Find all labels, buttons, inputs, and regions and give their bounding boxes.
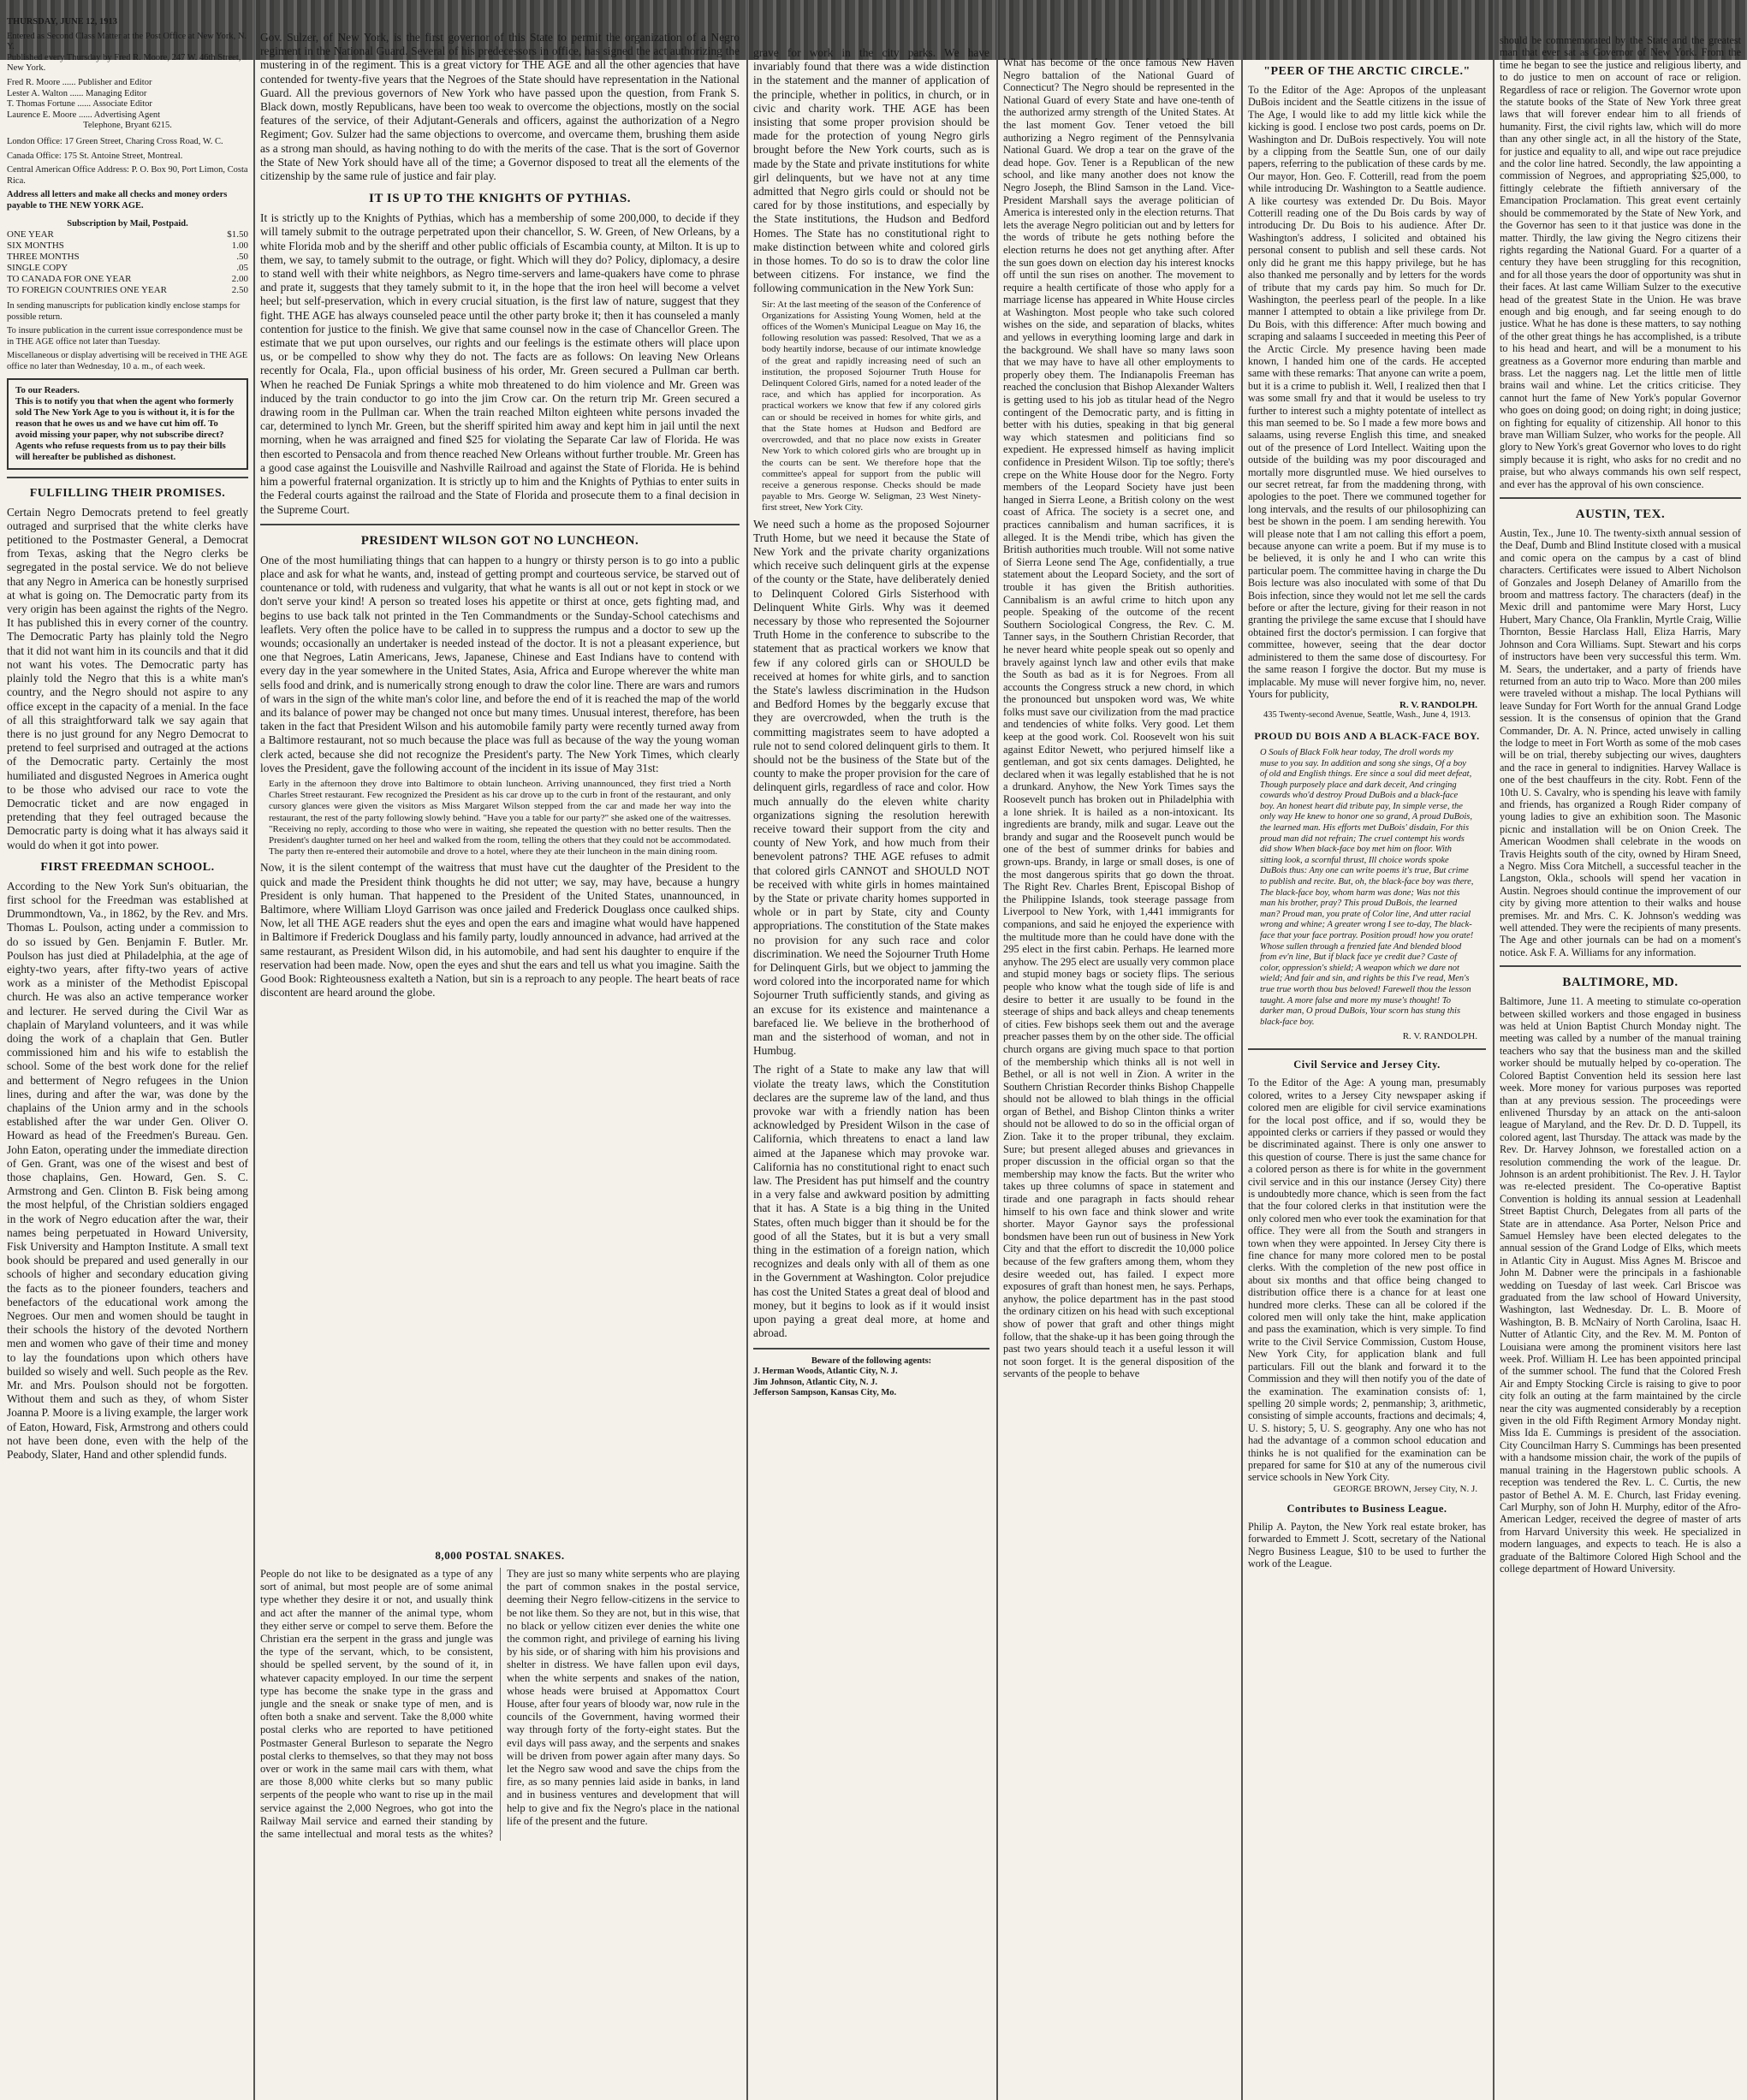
divider bbox=[1500, 497, 1741, 499]
freedman-headline: FIRST FREEDMAN SCHOOL. bbox=[40, 860, 215, 874]
civil-body: To the Editor of the Age: A young man, presumably colored, writes to a Jersey City newspaper asking if colored men are eligible for civil service examinations for the local post office, and if so, would they be appointed clerks or carriers if they passed or would they be discriminated against. There is only one answer to this question of course. There is just the same chance for a colored person as there is for white in the government civil service and in this our instance (Jersey City) there is undoubtedly more chance, which is seen from the fact that the four colored clerks in that institution were the only colored men who ever took the examination for that office. They were all from the South and strangers in town when they were appointed. In Jersey City there is fine chance for many more colored men to be postal clerks. With the completion of the new post office in about six months and that office being changed to distribution office there is a chance for at least one hundred more clerks. These can all be colored if the colored men will only take the hint, make application and pass the examination, which is very simple. To find write to the Civil Service Commission, Custom House, New York City, for application blank and full particulars. Fill out the blank and forward it to the Commission and they will then notify you of the date of the examination. The examination consists of: 1, spelling 20 simple words; 2, penmanship; 3, arithmetic, consisting of simple accounts, fractions and decimals; 4, U. S. history; 5, U. S. geography. Any one who has not had the advantage of a common school education and thinks he is not qualified for the examination can be prepared for same for $10 at any of the numerous civil service schools in New York City. bbox=[1248, 1077, 1486, 1484]
treaty-body: The right of a State to make any law that will violate the treaty laws, which the Constitution declares are the supreme law of the land, and thus provoke war with a friendly nation has been acknowledged by President Wilson in the case of California, which threatens to enact a land law aimed at the Japanese which may provoke war. California has no constitutional right to enact such law. The President has put himself and the country in a very false and awkward position by admitting that it has. A State is a big thing in the United States, often much bigger than it should be for the good of all the States, but it is but a very small thing in the estimation of a foreign nation, which recognizes and deals only with all of them as one in the Government at Washington. Color prejudice has cost the United States a great deal of blood and money, but it begins to look as if it would insist upon paying a great deal more, at home and abroad. bbox=[753, 1063, 989, 1340]
snakes-block bbox=[260, 1540, 740, 2100]
central-america-office: Central American Office Address: P. O. Box 90, Port Limon, Costa Rica. bbox=[7, 165, 248, 186]
agent-1: J. Herman Woods, Atlantic City, N. J. bbox=[753, 1367, 898, 1377]
promises-body: Certain Negro Democrats pretend to feel greatly outraged and surprised that the white clerks have petitioned to the Postmaster General, a Democrat from Texas, asking that the Negro clerks be segregated in the postal service. We do not believe that any Negro in America can be honestly surprised at what is going on. The Democratic party from its very origin has been against the rights of the Negro. It has published this in every corner of the country. The Democratic Party has plainly told the Negro that it did not want him in its councils and that it did not want his votes. The Democratic party has plainly told the Negro that this is a white man's country, and the Negro should not aspire to any office except in the capacity of a menial. In the face of all this straightforward talk we say again that there is no just ground for any Negro Democrat to pretend to feel surprised and outraged at the actions of the Democratic party. Certainly the most humiliated and disgusted Negroes in America ought to be those who advised our race to vote the Democratic ticket and are now engaged in pretending that they feel outraged because the Democratic party is doing what it has always said it would do when it got into power. bbox=[7, 505, 248, 851]
sulzer-tribute: should be commemorated by the State and the greatest man that ever sat as Governor of New York. From the time he began to see the justice and religious liberty, and to do justice to men on account of race or religion. Regardless of race or religion. The Governor wrote upon the statute books of the State of New York three great laws that will forever endear him to all friends of humanity. First, the civil rights law, which will do more than any other single act, in all the history of the State, for justice and equality to all, and wipe out race prejudice and the color line hatred. Secondly, the law appointing a commission of Negroes, and appropriating $25,000, to fittingly celebrate the fiftieth anniversary of the Emancipation Proclamation. This great event certainly should be commemorated by the State of New York, and the Governor has seen to it that justice was done in the matter. Thirdly, the law giving the Negro citizens their rights regarding the National Guard. For a quarter of a century they have been struggling for this recognition, and for all those years the door of opportunity was shut in their faces. At last came William Sulzer to the executive head of the greatest State in the Union. He was brave enough and big enough, and far seeing enough to do justice. What he has done is these matters, to say nothing of the other great things he has accomplished, is a tribute to his head and heart, and will be a monument to his greatness as a Governor more enduring than marble and brass. Let the naggers nag. Let the little men of little brains wail and whine. Let the critics criticise. They cannot hurt the fame of New York's popular Governor who goes on doing good; on doing right; in doing justice; on fighting for equality of citizenship. All honor to this brave man William Sulzer, who works for the people. All glory to New York's great Governor who loves to do right simply because it is right, who asks for no credit and no praise, but who always commands his own self respect, and ever has the approval of his own conscience. bbox=[1500, 34, 1741, 490]
rate-label: SIX MONTHS bbox=[7, 240, 64, 252]
brevities-body: What has become of the once famous New Haven Negro battalion of the National Guard of Connecticut? The Negro should be represented in the National Guard of every State and have one-tenth of the authorized army strength of the United States. At the last moment Gov. Tener vetoed the bill authorizing a Negro regiment of the Pennsylvania National Guard. We drop a tear on the grave of the dead hope. Gov. Tener is a Republican of the new school, and like many another does not know the Negro Joseph, the Blind Samson in the Land. Vice-President Marshall says the average politician of America is interested only in the election returns. That lets the average Negro politician out and by letters for the words of tribute he gets nothing before the election returns he does not get anything after. After the sun goes down on election day his interest knocks off until the sun rises on another. The movement to require a health certificate of those who apply for a marriage license has appeared in White House circles at Washington. Most people who take such colored wishes on the side, and separation of blacks, whites and yellows in everything looming large and dark in the background. We shall have so many laws soon that we may have to have all other employments to properly obey them. The Indianapolis Freeman has reached the conclusion that Bishop Alexander Walters is getting used to his job as titular head of the Negro contingent of the Democratic party, and is fitting in better with his duties, speaking in that big general way which statesmen and politicians find so expedient. He expressed himself as having implicit confidence in President Wilson. Tip toe softly; there's crepe on the White House door for the Negro. Forty members of the Leopard Society have just been hanged in Sierra Leone, a British colony on the west coast of Africa. The society is a secret one, and practices cannibalism and human sacrifices, it is alleged. It is the Mendi tribe, which has given the British authorities much trouble. Will not some native of Sierra Leone send The Age, confidentially, a true statement about the Leopard Society, and the sort of trouble it has given the British authorities. Cannibalism is an awful crime to hitch upon any people. Speaking of the outcome of the recent Southern Sociological Congress, the Rev. C. M. Tanner says, in the Southern Christian Recorder, that he never heard white people speak out so openly and bravely against lynch law and other evils that make the South as bad as it is for Negroes. From all accounts the Congress struck a new chord, in which the pronounced but unspoken word was, We white folks must save our civilization from the mad practice and tendencies of white folks. Very good. Let them keep at the good work. Col. Roosevelt won his suit against Editor Newett, who perjured himself like a gentleman, and got six cents damages. Delighted, he declared when it was legally established that he is not a drunkard. Anyhow, the New York Times says the Roosevelt punch has broken out in Philadelphia with a lone shriek. It is hailed as a non-intoxicant. Its ingredients are brandy, milk and sugar. Leave out the brandy and sugar and the Roosevelt punch would be one of the best of summer drinks for babies and grown-ups. Brandy, in large or small doses, is one of the most dangerous spirits that go down the throat. The Right Rev. Charles Brent, Episcopal Bishop of the Philippine Islands, took steerage passage from Liverpool to New York, with 1,441 immigrants for companions, and said he enjoyed the experience with the multitude more than he could have done with the 295 elect in the first cabin. Perhaps. He learned more anyhow. The 295 elect are usually very common place and stupid money bags or society flips. The serious people who know what the tough side of life is and desire to better it are usually to be found in the steerage of ships and back alleys and cheap tenements of cities. Few bishops seek them out and the average preacher passes them by on the other side. The official church organs are giving much space to that portion of the membership which thinks all is not well in Bethel, or all is not well in Zion. A writer in the Southern Christian Recorder thinks Bishop Chappelle should not be allowed to blah things in the official organ of Bethel, and Bishop Clinton thinks a writer should not be allowed to do so in the official organ of Zion. Take it to the proper tribunal, they exclaim. Sure; but present alleged abuses and grievances in proper discussion in the official organ so that the membership may know the facts. But the writer who takes up three columns of space in statement and tirade and one paragraph in facts should rehear himself to his own face and think slower and write shorter. Mayor Gaynor says the professional bondsmen have been run out of business in New York City and that the effort to discredit the 10,000 police because of the few grafters among them, whom they desire weeded out, has failed. I expect more exposures of graft than honest men, he says. Perhaps, anyhow, the police department has in the past stood the ordinary citizen on his head with such exceptional show of power that graft and other things might follow, that the shake-up it has been going through the past two years should teach it a useful lesson it will not soon forget. It is the general disposition of the servants of the people to behave bbox=[1003, 56, 1234, 1380]
notice-heading: To our Readers. bbox=[15, 384, 80, 395]
rate-label: TO CANADA FOR ONE YEAR bbox=[7, 274, 132, 285]
divider bbox=[1248, 1048, 1486, 1050]
pythias-headline: IT IS UP TO THE KNIGHTS OF PYTHIAS. bbox=[369, 192, 631, 206]
entered-notice: Entered as Second Class Matter at the Post Office at New York, N. Y. bbox=[7, 31, 247, 52]
rate-price: .05 bbox=[236, 263, 248, 274]
wilson-body-2: Now, it is the silent contempt of the waitress that must have cut the daughter of the President to the quick and made the President think thoughts he did not utter; we say, may have, because a hungry President is only human. That happened to the President of the United States, unannounced, in Baltimore, where William Lloyd Garrison was once jailed and Frederick Douglass once caulked ships. Now, let all THE AGE readers shut the eyes and open the ears and imagine what would have happened in Baltimore if Frederick Douglass and his family party, loudly announced in advance, had arrived at the same restaurant, as President Wilson did, in his automobile, and had sent his daughter to enquire if the reservation had been made. Now, open the eyes and shut the ears and tell us what you imagine. Saith the Good Book: Righteousness exalteth a Nation, but sin is a reproach to any people. The heart beats of race discontent are heard around the globe. bbox=[260, 861, 740, 1000]
arctic-headline: "PEER OF THE ARCTIC CIRCLE." bbox=[1263, 65, 1471, 78]
manuscripts-note: In sending manuscripts for publication kindly enclose stamps for possible return. bbox=[7, 301, 241, 322]
rate-row bbox=[7, 240, 248, 252]
rate-label: TO FOREIGN COUNTRIES ONE YEAR bbox=[7, 285, 167, 296]
arctic-signature: R. V. RANDOLPH. bbox=[1399, 700, 1477, 711]
agents-warning: Beware of the following agents: bbox=[811, 1356, 932, 1366]
dateline: THURSDAY, JUNE 12, 1913 bbox=[7, 17, 118, 27]
rate-price: 1.00 bbox=[231, 240, 248, 252]
column-rule bbox=[1241, 0, 1243, 2100]
civil-signature: GEORGE BROWN, Jersey City, N. J. bbox=[1333, 1483, 1477, 1494]
promises-headline: FULFILLING THEIR PROMISES. bbox=[29, 486, 226, 500]
canada-office: Canada Office: 175 St. Antoine Street, Montreal. bbox=[7, 151, 183, 161]
freedman-body: According to the New York Sun's obituarian, the first school for the Freedman was established at Drummondtown, Va., in 1862, by the Rev. and Mrs. Thomas L. Poulson, acting under a commission to do so issued by Gen. Benjamin F. Butler. Mr. Poulson has just died at Philadelphia, at the age of eighty-two years, after fifty-two years of active work as a minister of the Methodist Episcopal church. He was also an active temperance worker and lecturer. He served during the Civil War as chaplain of Maryland volunteers, and it was while doing the work of a chaplain that Gen. Butler commissioned him and his wife to establish the school. Some of the best work done for the relief and betterment of Negro refugees in the Union lines, during and after the war, was done by the chaplains of the Union army and in the schools established after the war under Gen. Oliver O. Howard as head of the Freedmen's Bureau. Gen. John Eaton, operating under the immediate direction of Gen. Grant, was one of the wisest and best of those chaplains, Gen. Howard, Gen. S. C. Armstrong and Gen. Clinton B. Fisk being among the most helpful, of the Christian soldiers engaged in the work of Negro education after the war, their names being perpetuated in Howard University, Fisk University and Hampton Institute. A small text book should be prepared and used generally in our schools of higher and secondary education giving the facts as to the pioneer founders, teachers and benefactors of the educational work among the Negroes. Our men and women should be taught in their schools the history of the devoted Northern men and women who gave of their time and money to lay the foundations upon which others have builded so wisely and well. Such people as the Rev. Mr. and Mrs. Poulson should not be forgotten. Without them and such as they, of whom Sister Joanna P. Moore is a living example, the larger work of Eaton, Howard, Fisk, Armstrong and others could not have been done, even with the help of the Peabody, Slater, Hand and other splendid funds. bbox=[7, 879, 248, 1462]
column-rule bbox=[746, 0, 748, 2100]
austin-headline: AUSTIN, TEX. bbox=[1575, 507, 1666, 522]
divider bbox=[1500, 965, 1741, 967]
proud-headline: PROUD DU BOIS AND A BLACK-FACE BOY. bbox=[1254, 729, 1480, 742]
column-masthead bbox=[7, 12, 248, 2100]
renewals-note: To insure publication in the current issue correspondence must be in THE AGE office not later than Tuesday. bbox=[7, 326, 243, 347]
austin-body: Austin, Tex., June 10. The twenty-sixth annual session of the Deaf, Dumb and Blind Institute closed with a musical and comic opera on the campus by a cast of blind characters. Certificates were issued to Albert Nicholson of Gonzales and Joseph Delaney of Amarillo from the broom and mattress factory. The characters (deaf) in the Mexic drill and pantomime were Mary Horst, Lucy Hubert, Mary Chance, Ola Franklin, Myrtle Craig, Willie Thornton, Bessie Harclass Hall, Eliza Harris, Mary Johnson and Cora Williams. Supt. Stewart and his corps of instructors have been very successful this term. Wm. M. Sears, the undertaker, and a party of friends have returned from an auto trip to Waco. More than 200 miles were traveled without a mishap. The local Pythians will leave Sunday for Fort Worth for the annual Grand Lodge session. It is the consensus of opinion that the Grand Commander, Dr. A. N. Prince, acted unwisely in calling the lodge to meet in Fort Worth as some of the mob cases will be on trial, thereby subjecting our wives, daughters and the race in general to indignities. Harvey Wallace is one of the best chauffeurs in the city. Robt. Fenn of the 10th U. S. Cavalry, who is spending his leave with family and friends, has organized a Rough Rider company of young ladies to give an exhibition soon. The Masonic picnic and installation will be on Onion Creek. The American Woodmen shall celebrate in the woods on Travis Heights south of the city, owned by Hiram Sneed, a Negro. Miss Cora Mitchell, a successful teacher in the Langston, Okla., schools will spend her vacation in Austin. Negroes should continue the improvement of our city by giving more attention to their walks and house premises. Mr. and Mrs. C. K. Johnson's wedding was well attended. They were the recipients of many presents. The Age and other journals can be had on a moment's notice. Ask F. A. Williams for any information. bbox=[1500, 527, 1741, 958]
proud-poem: O Souls of Black Folk hear today, The droll words my muse to you say. In addition and song she sings, Of a boy of old and English things. Ere since a soul did meet defeat, Though purposely place and dark deceit, And cringing cowards who'd destroy Proud DuBois and a black-face boy. An honest heart did tribute pay, In simple verse, the only way He knew to honor one so grand, A proud DuBois, the learned man. His efforts met DuBois' disdain, For this proud man did not refrain; The cruel contempt his words did show When black-face boy met him on floor. With sitting look, a scornful thrust, Ill choice words spoke DuBois thus: Any one can write poems it's true, But crime to publish and recite. But, oh, the black-face boy was there, The black-face boy, whom harm was done; Was not this man his brother, pray? This proud DuBois, the learned man? Proud man, you prate of Color line, And utter racial wrong and whine; A greater wrong I see to-day, The black-face that your face portray. Position proud! how you orate! Whose sullen through a frenzied fate And blended blood from ev'n line, But if black face ye credit due? Caste of color, oppression's shield; A weapon which we dare not wield; And fair and sin, and rights be this I've read, Men's true true worth thou bus beloved! Farewell thou the lesson taught. A more false and more my muse's thought! To darker man, O proud DuBois, Your scorn has stung this black-face boy. bbox=[1260, 747, 1474, 1027]
subscription-rates bbox=[7, 229, 248, 296]
staff-1: Fred R. Moore ...... Publisher and Editor bbox=[7, 77, 152, 87]
agent-2: Jim Johnson, Atlantic City, N. J. bbox=[753, 1377, 877, 1387]
contrib-headline: Contributes to Business League. bbox=[1286, 1502, 1447, 1515]
arctic-address: 435 Twenty-second Avenue, Seattle, Wash., June 4, 1913. bbox=[1263, 710, 1471, 721]
staff-4: Laurence E. Moore ...... Advertising Agent bbox=[7, 110, 161, 120]
agent-3: Jefferson Sampson, Kansas City, Mo. bbox=[753, 1388, 897, 1398]
guard-editorial: Gov. Sulzer, of New York, is the first governor of this State to permit the organization of a Negro regiment in the National Guard. Several of his predecessors in office, has signed the act authorizing the mustering in of the regiment. This is a great victory for THE AGE and all the other agencies that have contended for twenty-five years that the Negroes of the State should have representation in the National Guard. All the previous governors of New York who have passed upon the question, from Frank S. Black down, mostly Republicans, have been too weak to overcome the objections, mostly on the social features of the service, of their Adjutant-Generals and officers, against the authorization of a Negro Regiment; Gov. Sulzer had the same objections to overcome, and overcame them, brushing them aside as a strong man should, as having nothing to do with the merits of the case. That is the sort of Governor the State of New York should have all of the time; a Governor disposed to treat all the elements of the citizenship by the same rule of justice and fair play. bbox=[260, 31, 740, 183]
proud-signature: R. V. RANDOLPH. bbox=[1402, 1031, 1477, 1042]
subscription-heading: Subscription by Mail, Postpaid. bbox=[67, 218, 188, 228]
column-letters bbox=[1248, 56, 1486, 2100]
snakes-body: People do not like to be designated as a type of any sort of animal, but most people are of some animal type whether they desire it or not, and usually think and act after the manner of the animal type, whom they either serve or compel to serve them. Before the Christian era the serpent in the grass and jungle was the type of the servant, which, to be consistent, should be spelled servent, by the sound of it, in whatever capacity employed. In our time the serpent type has become the snake type in the grass and jungle and the sneak or snake type of men, and is often both a snake and servent. Take the 8,000 white postal clerks who are reported to have petitioned Postmaster General Burleson to separate the Negro postal clerks to themselves, so that they may not boss over or work in the same mail cars with them, what are those 8,000 white clerks but so many public serpents of the people who want to rise up in the mail service against the 2,000 Negroes, who got into the Railway Mail service and earned their standing by the same intellectual and moral tests as the whites? They are just so many white serpents who are playing the part of common snakes in the postal service, deeming their Negro fellow-citizens in the service to be not like them. So they are not, but in this wise, that no black or yellow citizen ever denies the white one the common right, and privilege of earning his living by his side, or of sharing with him his provisions and shelter in distress. We have fallen upon evil days, when the white serpents and snakes of the nation, whose heads were bruised at Appomattox Court House, after four years of bloody war, now rule in the councils of the Government, having wormed their way through forty of the forty-eight states. But the evil days will pass away, and the serpents and snakes will be driven from power again after many days. So let the Negro saw wood and save the chips from the fire, as so many pennies laid aside in banks, in land and in business ventures and development that will help to give and fix the Negro's place in the national life of the present and the future. bbox=[260, 1568, 740, 1841]
baltimore-headline: BALTIMORE, MD. bbox=[1562, 976, 1679, 990]
wilson-quote: Early in the afternoon they drove into Baltimore to obtain luncheon. Arriving unannounced, they first tried a North Charles Street restaurant. Few recognized the President as his car drove up to the curb in front of the restaurant, and only cursory glances were given the visitors as Miss Margaret Wilson stepped from the car and made her way into the restaurant, the rest of the party following slowly behind. "Have you a table for our party?" she asked one of the waitresses. "Receiving no reply, according to those who were in waiting, she repeated the question with no better results. Then the President's daughter turned on her heel and walked from the room, telling the others that they could not be accommodated. The party then re-entered their automobile and drove to a hotel, where they ate their luncheon in the main dining room. bbox=[269, 778, 731, 857]
staff-2: Lester A. Walton ...... Managing Editor bbox=[7, 88, 147, 98]
rate-price: 2.00 bbox=[231, 274, 248, 285]
sojourner-quote: Sir: At the last meeting of the season of the Conference of Organizations for Assisting Young Women, held at the offices of the Women's Municipal League on May 16, the following resolution was passed: Resolved, That we as a body heartily indorse, because of our intimate knowledge of the great and rapidly increasing need of such an institution, the proposed Sojourner Truth House for Delinquent Colored Girls, named for a noted leader of the race, and which has applied for incorporation. As practical workers we know that few if any colored girls can or should be received in homes for white girls, and that the State homes at Hudson and Bedford are overcrowded, and that no place now exists in Greater New York to which colored girls who are brought up in the courts can be sent. We therefore hope that the committee's appeal for support from the public will receive a generous response. Checks should be made payable to Mrs. George W. Seligman, 23 West Ninety-first street, New York City. bbox=[762, 299, 981, 513]
arctic-body: To the Editor of the Age: Apropos of the unpleasant DuBois incident and the Seattle citizens in the issue of The Age, I would like to add my little kick while the kicking is good. I enclose two post cards, poems on Dr. Washington and Dr. DuBois respectively. You will note by a clipping from the Seattle Sun, one of our daily papers, referring to the publication of these cards by me. Our mayor, Hon. Geo. F. Cotterill, read from the poem while introducing Dr. Washington to a Seattle audience. A like courtesy was extended Dr. Du Bois. Mayor Cotterill reading one of the Du Bois cards by way of introducing Dr. Du Bois to his audience. After Dr. Washington's address, I solicited and obtained his personal consent to publish and sell these cards. Not only did he grant me this happy privilege, but he has also thanked me personally and by letters for the words of tribute that my cards pay him. So much for Dr. Washington, the peerless pearl of the people. In a like manner I attempted to obtain a like privilege from Dr. Du Bois, with this difference: After much bowing and scraping and salaams I succeeded in meeting this Peer of the Arctic Circle. My presence having been made known, I handed him one of the cards. He accepted same with these remarks: That anyone can write a poem, but it is a crime to publish it. Well, I realized then that I was some small fry and that it would be useless to try further to interest such a mighty potentate of intellect as this man seemed to be. So I made a few more bows and salaams, using reverse English this time, and sneaked out of the presence of Lord Intellect. Waiting upon the outside of the building was my poor discouraged and mortally more disgruntled muse. We hied ourselves to our secret retreat, far from the maddening throng, with apologies to the poet. There we communed together for long intervals, and the results of our philosophizing can best be shown in the poem. I am sending herewith. You will please note that I am not calling this effort a poem, because anyone can write a poem. But if my muse is to be believed, it is only he and I who can write this particular poem. The committee having in charge the Du Bois lecture was also inoculated with some of that Du Bois infection, since they would not let me sell the cards before or after the lecture, giving for their reason in not granting the privilege the same excuse that I should have obtained first the doctor's permission. I can forgive that committee, however, seeing that the dear doctor administered to them the same dose of discourtesy. For the same reason I forgive the doctor. But my muse is implacable. My muse will never forgive him, no, never. Yours for publicity, bbox=[1248, 84, 1486, 700]
column-sojourner bbox=[753, 46, 989, 2100]
baltimore-body: Baltimore, June 11. A meeting to stimulate co-operation between skilled workers and those engaged in business was held at Union Baptist Church Monday night. The meeting was called by a number of the manual training teachers who say that the business man and the skilled worker should be mutually helped by co-operation. The Colored Baptist Convention held its session here last week. More money for various purposes was reported than at any previous session. The proceedings were enlivened Thursday by an attack on the anti-saloon league of Maryland, and the Rev. Dr. D. D. Tuppell, its colored agent, last Thursday. The attack was made by the Rev. Dr. Harvey Johnson, we forestalled action on a resolution commending the work of the league. Dr. Johnson is an ardent prohibitionist. The Rev. J. H. Taylor was re-elected president. The Co-operative Baptist Convention is holding its annual session at Leadenhall Street Baptist Church, Delegates from all parts of the State are in attendance. Asa Porter, Nelson Price and Samuel Hemsley have been elected delegates to the annual session of the Grand Lodge of Elks, which meets in Atlantic City in August. Miss Agnes M. Briscoe and John M. Dabner were the principals in a fashionable wedding on Tuesday of last week. Carl Briscoe was graduated from the law school of Howard University, Washington, last Wednesday. Dr. L. B. Moore of Washington, B. B. McNairy of North Carolina, Isaac H. Nutter of Atlantic City, and the Rev. M. M. Ponton of Louisiana were among the prominent visitors here last week. Prof. William H. Lee has been appointed principal of the summer school. The fund that the Colored Fresh Air and Empty Stocking Circle is raising to give to poor city folk an outing at the farm maintained by the circle near the city was augmented considerably by a reception given in the old Fifth Regiment Armory Monday night. Miss Ida E. Cummings is president of the association. City Councilman Harry S. Cummings has been presented with a handsome mission chair, the work of the pupils of manual training in the Hagerstown public schools. A reception was tendered the Rev. L. C. Curtis, the new pastor of Bethel A. M. E. Church, last Friday evening. Carl Murphy, son of John H. Murphy, editor of the Afro-American Ledger, received the degree of master of arts from Harvard University this week. He specialized in modern languages, and expects to teach. He is also a graduate of the Baltimore Colored High School and the college department of Howard University. bbox=[1500, 995, 1741, 1575]
rate-row bbox=[7, 229, 248, 240]
rate-label: ONE YEAR bbox=[7, 229, 54, 240]
contrib-body: Philip A. Payton, the New York real estate broker, has forwarded to Emmett J. Scott, secretary of the National Negro Business League, $10 to be used to further the work of the League. bbox=[1248, 1520, 1486, 1569]
divider bbox=[753, 1348, 989, 1350]
column-brevities bbox=[1003, 56, 1234, 2100]
snakes-headline: 8,000 POSTAL SNAKES. bbox=[435, 1549, 565, 1562]
civil-headline: Civil Service and Jersey City. bbox=[1293, 1059, 1441, 1071]
telephone: Telephone, Bryant 6215. bbox=[83, 121, 172, 131]
editorial-wide bbox=[260, 31, 740, 1537]
wilson-body: One of the most humiliating things that can happen to a hungry or thirsty person is to go into a public place and ask for what he wants, and, instead of getting prompt and courteous service, be starved out of countenance or told, with rudeness and vulgarity, that what he wants is all out or not kept in stock or we don't serve your kind! A person so treated loses his appetite or thirst at once, gets fighting mad, and begins to use back talk not printed in the Ten Commandments or the Sunday-School catechisms and leaflets. Very often the police have to be called in to suppress the rumpus and a doctor to sew up the wounds; occasionally an undertaker is needed instead of the doctor. It is not a pleasant experience, but one that Negroes, Latin Americans, Jews, Japanese, Chinese and East Indians have to contend with every day in the year somewhere in the United States, Asia, Africa and Europe wherever the white man sells food and drink, and is numerically strong enough to draw the color line. There are wars and rumors of wars in the sign of the white man's color line, and before the end of it is reached the map of the world and its balance of power may be changed not once but many times. Unusual interest, therefore, has been taken in the fact that President Wilson and his automobile family party were recently turned away from a Baltimore restaurant, not so much because the place was full as because of the way the young woman clerk acted, because she did not recognize the President's party. The New York Times, which clearly loves the President, gave the following account of the incident in its issue of May 31st: bbox=[260, 553, 740, 774]
rate-row bbox=[7, 252, 248, 263]
sojourner-body-2: We need such a home as the proposed Sojourner Truth Home, but we need it because the State of New York and the private charity organizations which receive such delinquent girls at the expense of the county or the State, have deliberately denied to Delinquent Colored Girls Sisterhood with Delinquent White Girls. Why was it deemed necessary by those who represented the Sojourner Truth Home in the conference to subscribe to the statement that as practical workers we know that few if any colored girls can or SHOULD be received at homes for white girls, and to sanction the State's lawless discrimination in the Hudson and Bedford Homes by the beggarly excuse that they are overcrowded, when the truth is the committing magistrates seem to have adopted a rule not to send colored delinquent girls to them. It should not be the business of the State but of the county to make the proper provision for the care of delinquent girls, regardless of race and color. How much annually do the eleven white charity organizations signing the resolution herewith receive toward their support from the city and county of New York, and how much from their benevolent patrons? THE AGE refuses to admit that colored girls CANNOT and SHOULD NOT be received with white girls in homes maintained by the State or private charity homes supported in whole or in part by State, city and County appropriations. The constitution of the State makes no provision for any such race and color discrimination. We need the Sojourner Truth Home for Delinquent Girls, but we object to jamming the word colored into the incorporated name for which Sojourner Truth sufficiently stands, and giving as an excuse for its existence and maintenance a barefaced lie. We believe in the brotherhood of man and the sisterhood of woman, and not in Humbug. bbox=[753, 517, 989, 1058]
rate-price: 2.50 bbox=[231, 285, 248, 296]
london-office: London Office: 17 Green Street, Charing Cross Road, W. C. bbox=[7, 136, 223, 146]
column-rule bbox=[996, 0, 998, 2100]
published-by: Published every Thursday by Fred R. Moore, 247 W. 46th Street, New York. bbox=[7, 52, 241, 74]
divider bbox=[7, 477, 248, 478]
column-rule bbox=[1493, 0, 1494, 2100]
column-rule bbox=[253, 0, 255, 2100]
rate-row bbox=[7, 285, 248, 296]
sojourner-body: grave for work in the city parks. We have invariably found that there was a wide distinction in the statement and the manner of application of the principle, whether in politics, in church, or in civic and charity work. THE AGE has been insisting that some proper provision should be made for the protection of young Negro girls brought before the New York courts, such as is made by the State and private institutions for white girl delinquents, but we have not at any time admitted that Negro girls could or should not be cared for by those institutions, and especially by the State institutions, the Hudson and Bedford Homes. The State has no constitutional right to make distinction between white and colored girls in those homes. To do so is to draw the color line between citizens. For instance, we find the following communication in the New York Sun: bbox=[753, 46, 989, 295]
pythias-body: It is strictly up to the Knights of Pythias, which has a membership of some 200,000, to decide if they will tamely submit to the outrage perpetrated upon their chancellor, S. W. Green, of New Orleans, by a white Florida mob and by the sheriff and other public officials of Escambia county, at Milton. It is up to them, we say, to tamely submit to the outrage, or fight. Which will they do? Policy, diplomacy, a desire to stand well with their white neighbors, as Negro time-servers and lame-quakers have come to phrase and prate it, suggests that they tamely submit to it, in the hope that the iron heel will become a velvet heel; but self-preservation, which in every crucial situation, is the first law of nature, suggest that they fight. THE AGE has always counseled peace until the other party broke it; then it has counseled a manly contention for justice to the finish. We give that same counsel now in the case of Chancellor Green. The estimate that we put upon ourselves, our rights and our feelings is the estimate others will place upon us, or be compelled to show why they do not. The facts are as follows: On leaving New Orleans recently for Ocala, Fla., upon official business of his order, Mr. Green secured a Pullman car berth. When he reached De Funiak Springs a white mob threatened to do him violence and Mr. Green was induced by the train conductor to go into the jim Crow car. On the return trip Mr. Green secured a drawing room in the Pullman car. When the train reached Milton eighteen white persons invaded the car, determined to lynch Mr. Green, but the sheriff spirited him away and kept him in jail until the next morning, when he was arraigned and fined $25 for violating the Separate Car law of Florida. He was then escorted to Pensacola and from thence reached New Orleans without further trouble. Mr. Green has a good case against the Louisville and Nashville Railroad and against the State of Florida. He is behind him a powerful fraternal organization. It is strictly up to him and the Knights of Pythias to enter suits in the Federal courts against the railroad and the State of Florida and prosecute them to a final decision in the Supreme Court. bbox=[260, 211, 740, 516]
rate-row bbox=[7, 263, 248, 274]
staff-3: T. Thomas Fortune ...... Associate Editor bbox=[7, 99, 152, 110]
wilson-headline: PRESIDENT WILSON GOT NO LUNCHEON. bbox=[360, 533, 639, 548]
address-line: Address all letters and make all checks and money orders payable to THE NEW YORK AGE. bbox=[7, 190, 228, 211]
rate-label: THREE MONTHS bbox=[7, 252, 80, 263]
readers-notice bbox=[7, 378, 248, 470]
rate-row bbox=[7, 274, 248, 285]
notice-text: This is to notify you that when the agent who formerly sold The New York Age to you is without it, it is for the reason that he owes us and we have cut him off. To avoid missing your paper, why not subscribe direct? Agents who refuse requests from us to pay their bills will hereafter be published as dishonest. bbox=[15, 395, 235, 462]
rate-price: $1.50 bbox=[227, 229, 248, 240]
advertising-note: Miscellaneous or display advertising will be received in THE AGE office no later than Wednesday, 10 a. m., of each week. bbox=[7, 351, 248, 372]
divider bbox=[260, 524, 740, 525]
rate-price: .50 bbox=[236, 252, 248, 263]
column-local-news bbox=[1500, 34, 1741, 2100]
rate-label: SINGLE COPY bbox=[7, 263, 68, 274]
